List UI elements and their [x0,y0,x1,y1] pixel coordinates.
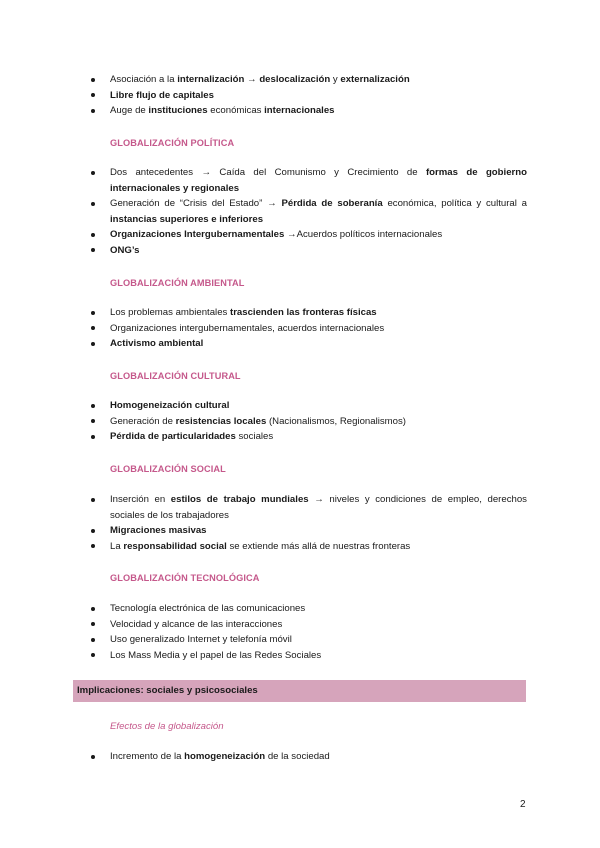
list-item [91,632,527,648]
list-item-text: sociales [235,431,274,442]
list-item-text: ONG’s [110,244,140,256]
list-item-text: y [330,74,341,85]
list-item-text: Organizaciones Intergubernamentales [110,229,285,240]
bullet-icon [91,498,95,502]
list-item [91,165,527,196]
list-item-text: (Nacionalismos, Regionalismos) [266,415,406,427]
list-item-text: Auge de [110,105,149,116]
bullet-icon [91,311,95,315]
bullet-list-cultural [91,398,527,445]
list-item [91,305,527,321]
list-item [91,601,527,617]
list-item-text: económicas [207,105,265,116]
bullet-icon [91,342,95,346]
list-item-text: Pérdida de soberanía [281,198,383,209]
bullet-icon [91,326,95,330]
list-item-text: Generación de [110,415,176,427]
list-item [91,749,527,765]
list-item-text: Uso generalizado Internet y telefonía móvil [110,634,292,645]
list-item-text: Los Mass Media y el papel de las Redes Sociales [110,649,322,661]
bullet-list-ambiental [91,305,527,352]
list-item-text: Incremento de la [110,751,185,762]
list-item-text: estilos de trabajo mundiales [170,494,309,505]
bullet-icon [91,248,95,252]
list-item-text: instancias superiores e inferiores [110,213,264,225]
list-item-text: formas de gobierno internacionales y regionales [110,167,527,194]
list-item-text: trascienden las fronteras físicas [230,307,377,318]
list-item [91,321,527,337]
bullet-icon [91,109,95,113]
list-item-text: →Acuerdos políticos internacionales [284,229,443,240]
list-item [91,648,527,664]
list-item [91,429,527,445]
bullet-icon [91,755,95,759]
heading-globalizacion-ambiental: GLOBALIZACIÓN AMBIENTAL [110,278,245,288]
bullet-icon [91,529,95,533]
list-item-text: internacionales [264,105,335,116]
list-item [91,414,527,430]
list-item-text: Generación de “Crisis del Estado” → [110,198,282,209]
list-item-text: Pérdida de particularidades [110,431,236,442]
bullet-icon [91,233,95,237]
list-item-text: de la sociedad [265,751,330,762]
list-item-text: Activismo ambiental [110,338,204,349]
bullet-icon [91,419,95,423]
list-item-text: La [110,540,124,552]
bullet-list-economica [91,72,527,119]
list-item-text: Tecnología electrónica de las comunicaciones [110,603,306,614]
list-item-text: → [244,74,260,85]
list-item [91,196,527,227]
list-item [91,243,527,259]
bullet-icon [91,171,95,175]
list-item-text: económica, política y cultural a [382,198,527,209]
list-item-text: Velocidad y alcance de las interacciones [110,618,283,630]
list-item [91,398,527,414]
list-item [91,617,527,633]
bullet-icon [91,653,95,657]
list-item-text: Asociación a la [110,74,178,85]
bullet-icon [91,78,95,82]
list-item-text: resistencias locales [175,415,267,427]
list-item [91,336,527,352]
list-item-text: instituciones [148,105,208,116]
bullet-icon [91,638,95,642]
list-item-text: Dos antecedentes → Caída del Comunismo y Crecimiento de [110,167,426,178]
list-item [91,103,527,119]
list-item-text: Homogeneización cultural [110,400,230,411]
list-item [91,227,527,243]
list-item-text: se extiende más allá de nuestras fronteras [226,540,411,552]
list-item [91,88,527,104]
section-band-title: Implicaciones: sociales y psicosociales [77,685,258,696]
list-item-text: Migraciones masivas [110,525,207,536]
list-item [91,523,527,539]
list-item-text: Libre flujo de capitales [110,89,214,101]
section-band [73,680,526,702]
page-number: 2 [520,799,526,810]
bullet-list-politica [91,165,527,258]
bullet-icon [91,607,95,611]
bullet-icon [91,202,95,206]
list-item-text: Los problemas ambientales [110,307,230,318]
list-item-text: → niveles y condiciones de empleo, derechos sociales de los trabajadores [110,494,527,521]
bullet-list-tecnologica [91,601,527,663]
list-item [91,72,527,88]
heading-globalizacion-politica: GLOBALIZACIÓN POLÍTICA [110,138,235,148]
bullet-icon [91,435,95,439]
list-item-text: deslocalización [259,74,331,85]
bullet-icon [91,404,95,408]
bullet-list-efectos [91,749,527,765]
bullet-icon [91,93,95,97]
list-item-text: externalización [340,74,410,85]
list-item-text: Organizaciones intergubernamentales, acuerdos internacionales [110,322,385,334]
heading-globalizacion-tecnologica: GLOBALIZACIÓN TECNOLÓGICA [110,573,260,583]
bullet-icon [91,544,95,548]
heading-globalizacion-social: GLOBALIZACIÓN SOCIAL [110,464,226,474]
list-item [91,492,527,523]
subheading-efectos: Efectos de la globalización [110,721,224,732]
heading-globalizacion-cultural: GLOBALIZACIÓN CULTURAL [110,371,241,381]
list-item-text: responsabilidad social [123,540,227,552]
list-item [91,539,527,555]
list-item-text: Inserción en [110,494,171,505]
bullet-list-social [91,492,527,554]
list-item-text: homogeneización [184,751,266,762]
list-item-text: internalización [177,74,245,85]
bullet-icon [91,622,95,626]
